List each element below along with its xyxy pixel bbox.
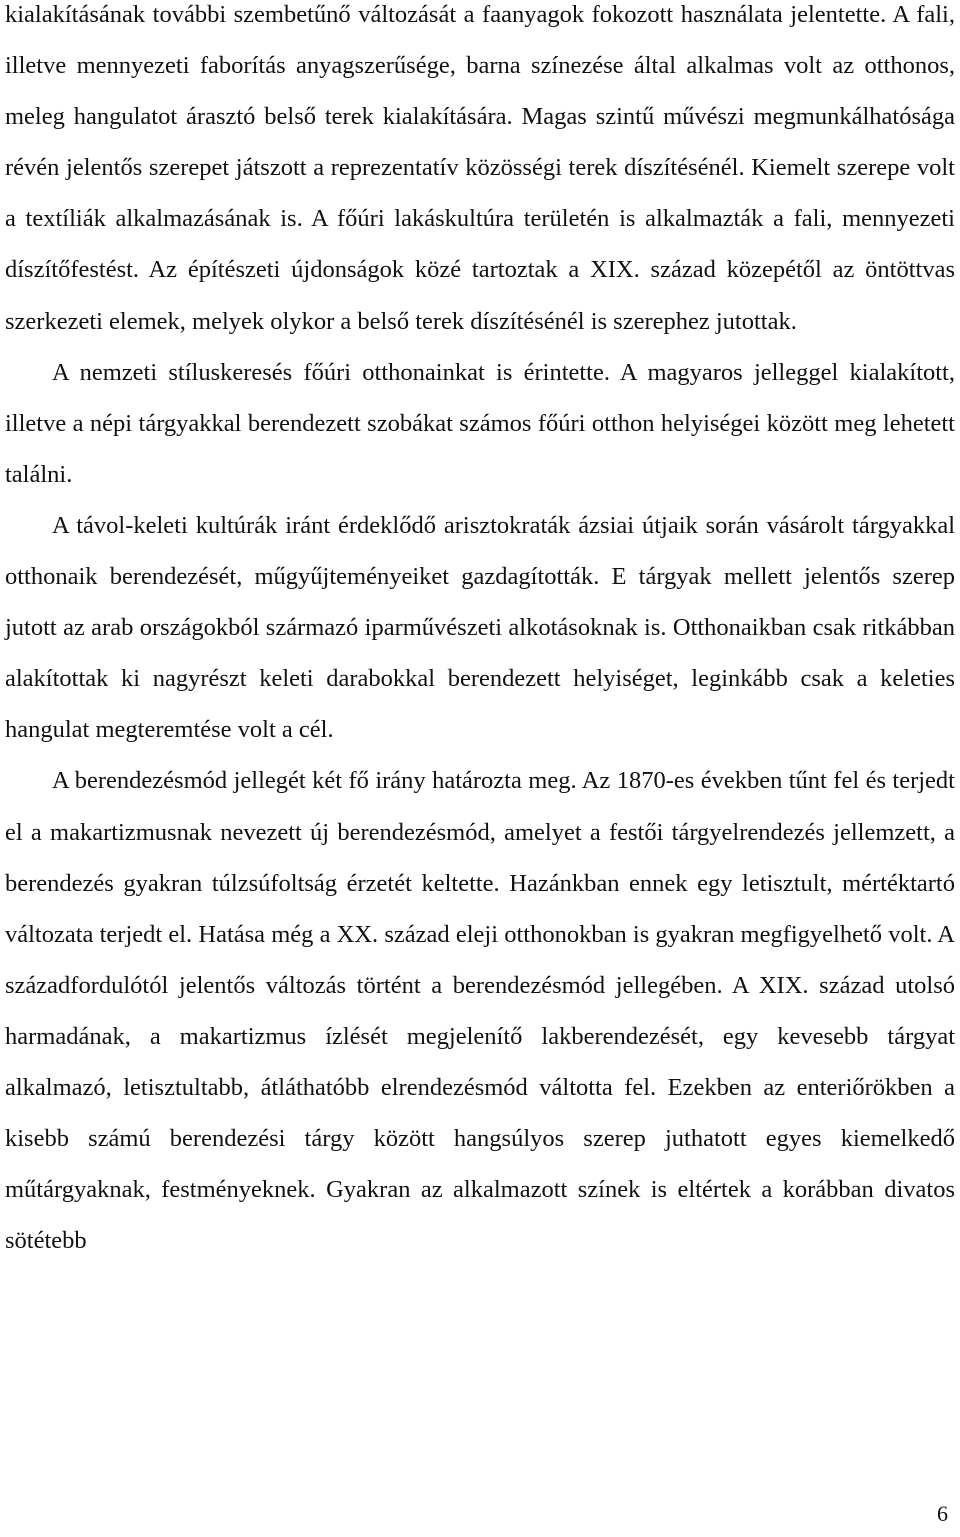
- paragraph-tavol-keleti-kulturak: A távol-keleti kultúrák iránt érdeklődő arisztokraták ázsiai útjaik során vásárolt tárgyakkal otthonaik berendezését, műgyűjteményeiket gazdagították. E tárgyak mellett jelentős szerep jutott az arab országokból származó iparművészeti alkotásoknak is. Otthonaikban csak ritkábban alakítottak ki nagyrészt keleti darabokkal berendezett helyiséget, leginkább csak a keleties hangulat megteremtése volt a cél.: [5, 511, 955, 744]
- paragraph-nemzeti-stiluskereses: A nemzeti stíluskeresés főúri otthonainkat is érintette. A magyaros jelleggel kialakított, illetve a népi tárgyakkal berendezett szobákat számos főúri otthon helyiségei között meg lehetett találni.: [5, 358, 955, 488]
- document-page: [5, 0, 955, 1266]
- page-number: 6: [937, 1501, 948, 1526]
- paragraph-berendezesmod: A berendezésmód jellegét két fő irány határozta meg. Az 1870-es években tűnt fel és terjedt el a makartizmusnak nevezett új berendezésmód, amelyet a festői tárgyelrendezés jellemzett, a berendezés gyakran túlzsúfoltság érzetét keltette. Hazánkban ennek egy letisztult, mértéktartó változata terjedt el. Hatása még a XX. század eleji otthonokban is gyakran megfigyelhető volt. A századfordulótól jelentős változás történt a berendezésmód jellegében. A XIX. század utolsó harmadának, a makartizmus ízlését megjelenítő lakberendezését, egy kevesebb tárgyat alkalmazó, letisztultabb, átláthatóbb elrendezésmód váltotta fel. Ezekben az enteriőrökben a kisebb számú berendezési tárgy között hangsúlyos szerep juthatott egyes kiemelkedő műtárgyaknak, festményeknek. Gyakran az alkalmazott színek is eltértek a korábban divatos sötétebb: [5, 767, 955, 1255]
- paragraph-faanyagok: kialakításának további szembetűnő változását a faanyagok fokozott használata jelentette. A fali, illetve mennyezeti faborítás anyagszerűsége, barna színezése által alkalmas volt az otthonos, meleg hangulatot árasztó belső terek kialakítására. Magas szintű művészi megmunkálhatósága révén jelentős szerepet játszott a reprezentatív közösségi terek díszítésénél. Kiemelt szerepe volt a textíliák alkalmazásának is. A főúri lakáskultúra területén is alkalmazták a fali, mennyezeti díszítőfestést. Az építészeti újdonságok közé tartoztak a XIX. század közepétől az öntöttvas szerkezeti elemek, melyek olykor a belső terek díszítésénél is szerephez jutottak.: [5, 1, 955, 335]
